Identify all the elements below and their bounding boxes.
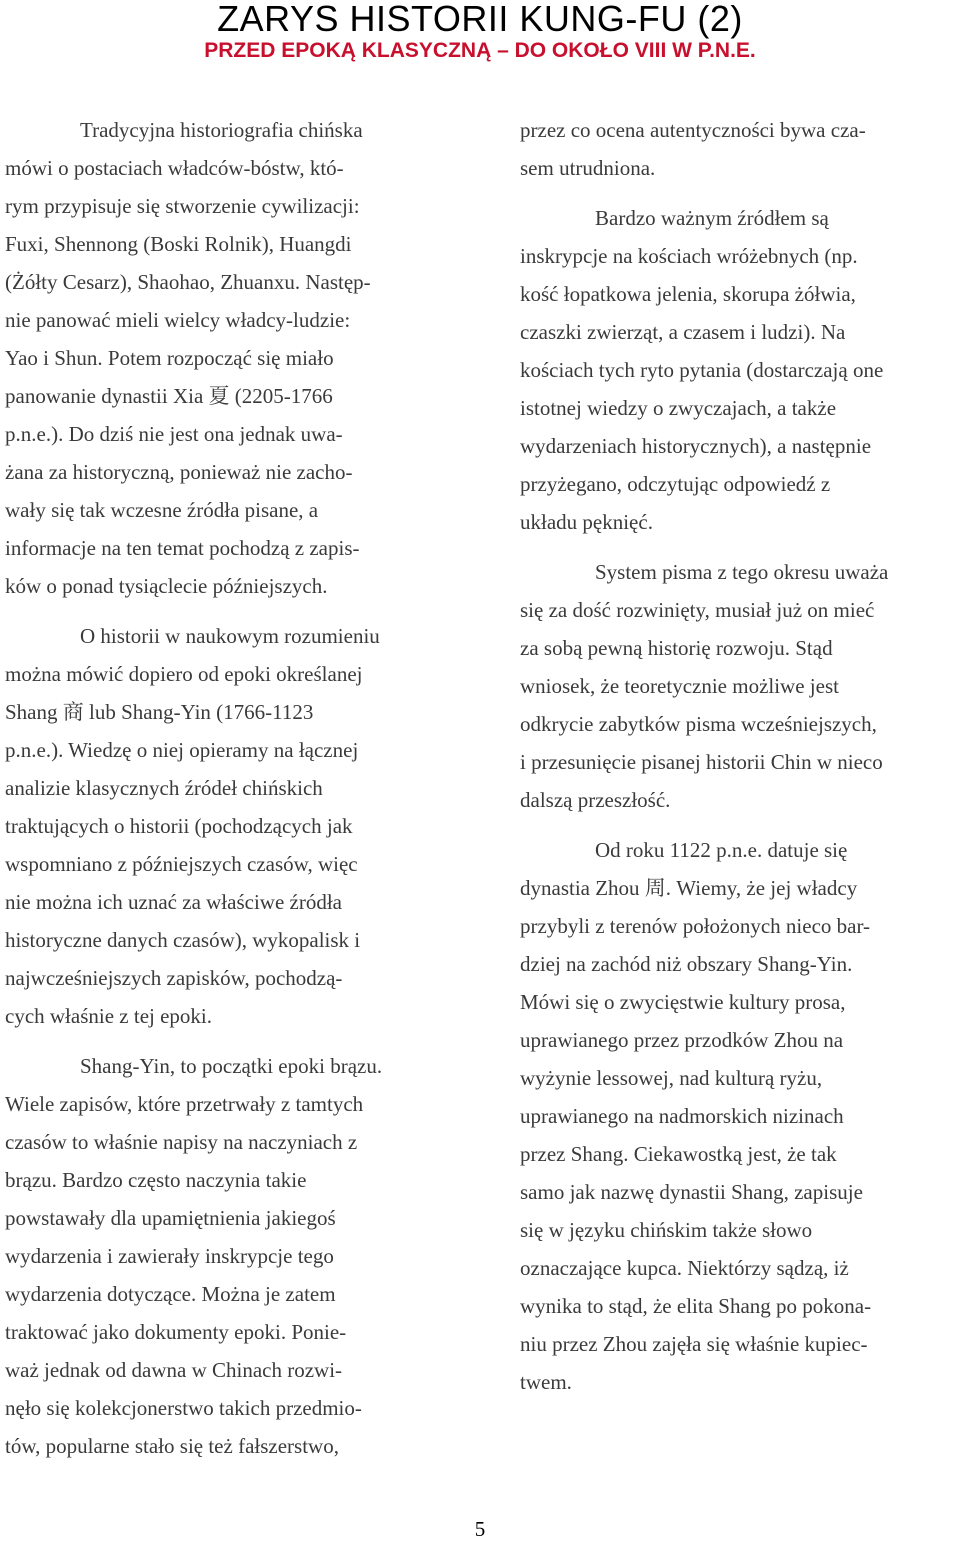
text-line: cych właśnie z tej epoki.: [5, 1004, 213, 1028]
paragraph: [520, 831, 960, 1401]
text-line: niu przez Zhou zajęła się właśnie kupiec-: [520, 1332, 868, 1356]
text-line: nie panować mieli wielcy władcy-ludzie:: [5, 308, 351, 332]
text-line: nęło się kolekcjonerstwo takich przedmio-: [5, 1396, 362, 1420]
text-line: p.n.e.). Wiedzę o niej opieramy na łącznej: [5, 738, 359, 762]
page-title: ZARYS HISTORII KUNG-FU (2): [217, 0, 743, 39]
text-line: istotnej wiedzy o zwyczajach, a także: [520, 396, 837, 420]
text-line: czaszki zwierząt, a czasem i ludzi). Na: [520, 320, 846, 344]
page-subtitle: PRZED EPOKĄ KLASYCZNĄ – DO OKOŁO VIII W P.N.E.: [204, 39, 756, 62]
text-line: Shang 商 lub Shang-Yin (1766-1123: [5, 700, 314, 724]
text-line: ków o ponad tysiąclecie późniejszych.: [5, 574, 328, 598]
text-line: powstawały dla upamiętnienia jakiegoś: [5, 1206, 336, 1230]
text-line: i przesunięcie pisanej historii Chin w nieco: [520, 750, 883, 774]
text-line: informacje na ten temat pochodzą z zapis-: [5, 536, 360, 560]
text-line: Fuxi, Shennong (Boski Rolnik), Huangdi: [5, 232, 352, 256]
text-line: traktować jako dokumenty epoki. Ponie-: [5, 1320, 347, 1344]
text-line: przybyli z terenów położonych nieco bar-: [520, 914, 871, 938]
text-line: panowanie dynastii Xia 夏 (2205-1766: [5, 384, 333, 408]
text-line: żana za historyczną, ponieważ nie zacho-: [5, 460, 353, 484]
text-line: Mówi się o zwycięstwie kultury prosa,: [520, 990, 846, 1014]
text-line: sem utrudniona.: [520, 156, 656, 180]
text-line: dziej na zachód niż obszary Shang-Yin.: [520, 952, 853, 976]
text-line: Yao i Shun. Potem rozpocząć się miało: [5, 346, 334, 370]
text-line: wniosek, że teoretycznie możliwe jest: [520, 674, 839, 698]
text-line: odkrycie zabytków pisma wcześniejszych,: [520, 712, 877, 736]
paragraph: [520, 199, 960, 541]
text-line: układu pęknięć.: [520, 510, 653, 534]
text-line: za sobą pewną historię rozwoju. Stąd: [520, 636, 833, 660]
text-line: Wiele zapisów, które przetrwały z tamtych: [5, 1092, 364, 1116]
text-line: przyżegano, odczytując odpowiedź z: [520, 472, 831, 496]
text-line: O historii w naukowym rozumieniu: [80, 624, 380, 648]
text-line: brązu. Bardzo często naczynia takie: [5, 1168, 307, 1192]
text-line: dalszą przeszłość.: [520, 788, 671, 812]
text-line: wydarzeniach historycznych), a następnie: [520, 434, 872, 458]
text-line: wydarzenia i zawierały inskrypcje tego: [5, 1244, 334, 1268]
text-line: dynastia Zhou 周. Wiemy, że jej władcy: [520, 876, 858, 900]
text-line: Bardzo ważnym źródłem są: [595, 206, 829, 230]
text-line: nie można ich uznać za właściwe źródła: [5, 890, 342, 914]
page-number: 5: [474, 1517, 486, 1541]
text-line: tów, popularne stało się też fałszerstwo,: [5, 1434, 339, 1458]
text-line: Shang-Yin, to początki epoki brązu.: [80, 1054, 383, 1078]
text-column-left: [5, 111, 450, 1477]
text-line: traktujących o historii (pochodzących jak: [5, 814, 353, 838]
text-line: przez co ocena autentyczności bywa cza-: [520, 118, 866, 142]
text-line: Tradycyjna historiografia chińska: [80, 118, 363, 142]
text-line: się w języku chińskim także słowo: [520, 1218, 813, 1242]
text-line: samo jak nazwę dynastii Shang, zapisuje: [520, 1180, 863, 1204]
text-line: kość łopatkowa jelenia, skorupa żółwia,: [520, 282, 856, 306]
text-line: wały się tak wczesne źródła pisane, a: [5, 498, 319, 522]
paragraph: [5, 617, 450, 1035]
text-line: oznaczające kupca. Niektórzy sądzą, iż: [520, 1256, 849, 1280]
text-column-right: [520, 111, 960, 1413]
text-line: historyczne danych czasów), wykopalisk i: [5, 928, 361, 952]
text-line: się za dość rozwinięty, musiał już on mieć: [520, 598, 875, 622]
text-line: inskrypcje na kościach wróżebnych (np.: [520, 244, 858, 268]
paragraph: [520, 553, 960, 819]
text-line: kościach tych ryto pytania (dostarczają one: [520, 358, 884, 382]
text-line: wydarzenia dotyczące. Można je zatem: [5, 1282, 336, 1306]
text-line: wyżynie lessowej, nad kulturą ryżu,: [520, 1066, 823, 1090]
paragraph: [5, 1047, 450, 1465]
text-line: twem.: [520, 1370, 572, 1394]
text-line: najwcześniejszych zapisków, pochodzą-: [5, 966, 343, 990]
text-line: waż jednak od dawna w Chinach rozwi-: [5, 1358, 343, 1382]
text-line: uprawianego na nadmorskich nizinach: [520, 1104, 844, 1128]
text-line: p.n.e.). Do dziś nie jest ona jednak uwa-: [5, 422, 343, 446]
text-line: można mówić dopiero od epoki określanej: [5, 662, 363, 686]
paragraph: [5, 111, 450, 605]
text-line: (Żółty Cesarz), Shaohao, Zhuanxu. Następ-: [5, 270, 371, 294]
text-line: mówi o postaciach władców-bóstw, któ-: [5, 156, 344, 180]
text-line: rym przypisuje się stworzenie cywilizacji:: [5, 194, 360, 218]
text-line: uprawianego przez przodków Zhou na: [520, 1028, 844, 1052]
text-line: przez Shang. Ciekawostką jest, że tak: [520, 1142, 837, 1166]
text-line: wspomniano z późniejszych czasów, więc: [5, 852, 358, 876]
paragraph: [520, 111, 960, 187]
text-line: Od roku 1122 p.n.e. datuje się: [595, 838, 848, 862]
text-line: analizie klasycznych źródeł chińskich: [5, 776, 323, 800]
text-line: System pisma z tego okresu uważa: [595, 560, 889, 584]
text-line: czasów to właśnie napisy na naczyniach z: [5, 1130, 358, 1154]
text-line: wynika to stąd, że elita Shang po pokona-: [520, 1294, 872, 1318]
